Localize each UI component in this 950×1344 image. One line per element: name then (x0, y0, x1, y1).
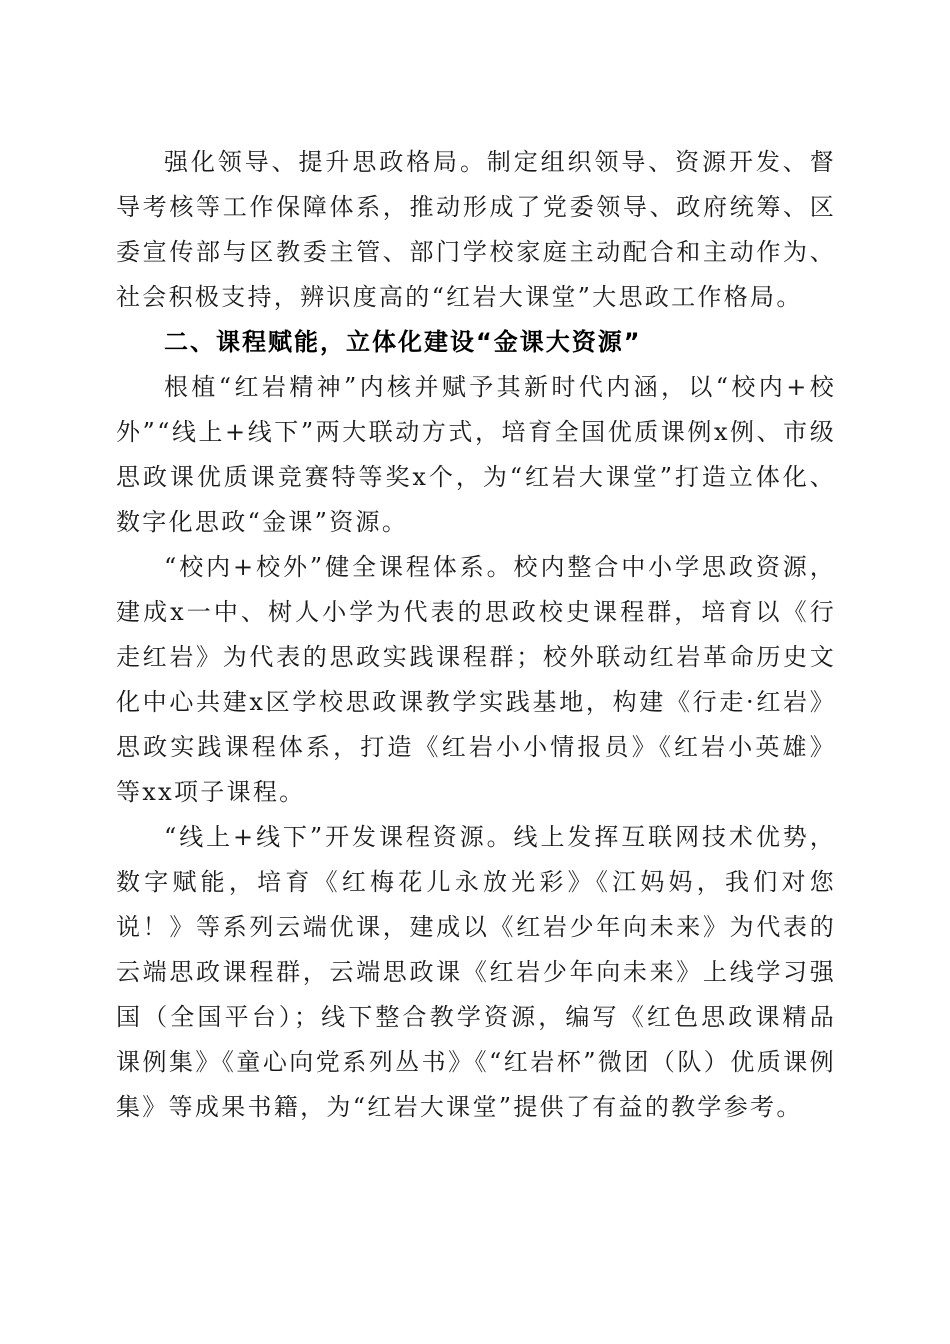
section-heading-course-empowerment: 二、课程赋能，立体化建设“金课大资源” (164, 328, 642, 356)
paragraph-online-offline: “线上+线下”开发课程资源。线上发挥互联网技术优势，数字赋能，培育《红梅花儿永放光彩》《江妈妈，我们对您说！》等系列云端优课，建成以《红岩少年向未来》为代表的云端思政课程群，云端思政课《红岩少年向未来》上线学习强国（全国平台）；线下整合教学资源，编写《红色思政课精品课例集》《童心向党系列丛书》《“红岩杯”微团（队）优质课例集》等成果书籍，为“红岩大课堂”提供了有益的教学参考。 (116, 823, 836, 1121)
paragraph-inside-outside-school: “校内+校外”健全课程体系。校内整合中小学思政资源，建成x一中、树人小学为代表的思政校史课程群，培育以《行走红岩》为代表的思政实践课程群；校外联动红岩革命历史文化中心共建x区学校思政课教学实践基地，构建《行走·红岩》思政实践课程体系，打造《红岩小小情报员》《红岩小英雄》等xx项子课程。 (116, 553, 836, 806)
paragraph-red-rock-spirit: 根植“红岩精神”内核并赋予其新时代内涵，以“校内+校外”“线上+线下”两大联动方式，培育全国优质课例x例、市级思政课优质课竞赛特等奖x个，为“红岩大课堂”打造立体化、数字化思政“金课”资源。 (116, 373, 836, 536)
paragraph-leadership: 强化领导、提升思政格局。制定组织领导、资源开发、督导考核等工作保障体系，推动形成了党委领导、政府统筹、区委宣传部与区教委主管、部门学校家庭主动配合和主动作为、社会积极支持，辨识度高的“红岩大课堂”大思政工作格局。 (116, 148, 836, 311)
document-body (116, 140, 836, 1130)
